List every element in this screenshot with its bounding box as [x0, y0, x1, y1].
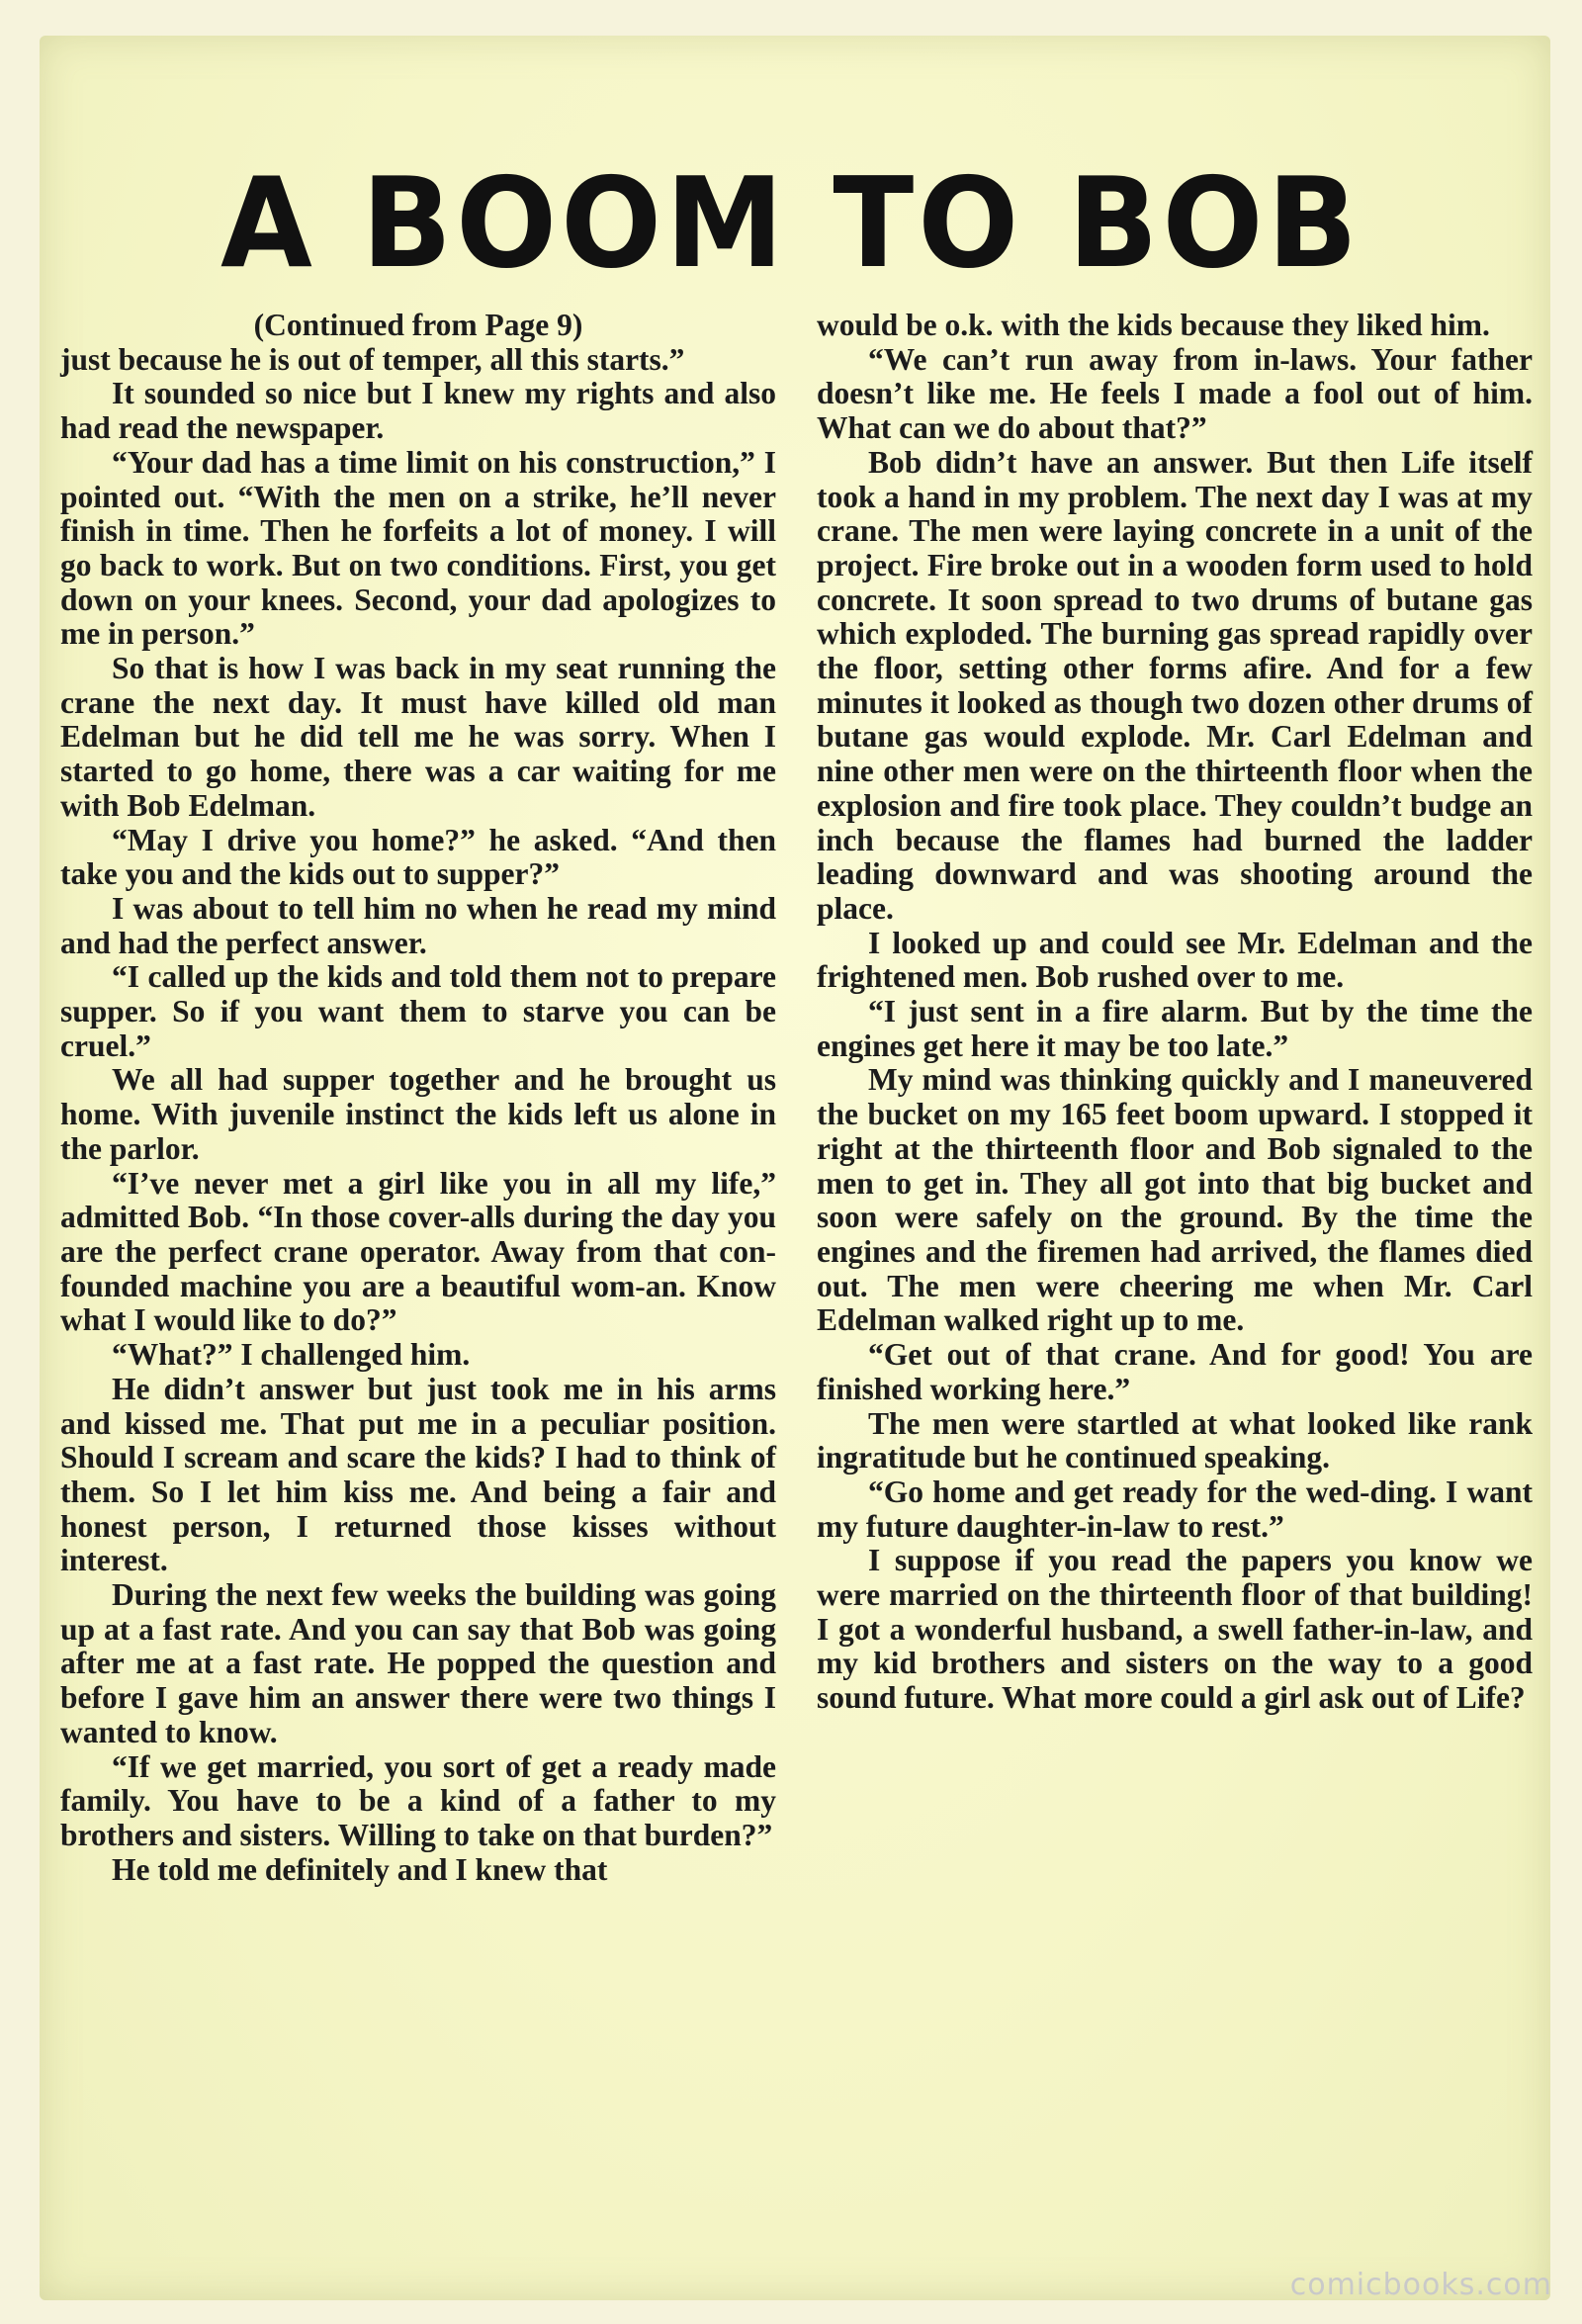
paragraph: I was about to tell him no when he read my mind and had the perfect answer.	[60, 890, 776, 960]
paragraph: would be o.k. with the kids because they liked him.	[817, 308, 1490, 342]
paragraph: “We can’t run away from in-laws. Your father doesn’t like me. He feels I made a fool out of him. What can we do about that?”	[817, 341, 1533, 446]
paragraph: “Get out of that crane. And for good! You are finished working here.”	[817, 1337, 1533, 1406]
paragraph: “I’ve never met a girl like you in all my life,” admitted Bob. “In those cover-alls during the day you are the perfect crane operator. Away from that con-founded machine you are a beautiful wom-an. Know what I would like to do?”	[60, 1165, 776, 1338]
paragraph: I looked up and could see Mr. Edelman and the frightened men. Bob rushed over to me.	[817, 925, 1533, 995]
paragraph: “What?” I challenged him.	[112, 1337, 471, 1373]
paragraph: My mind was thinking quickly and I maneuvered the bucket on my 165 feet boom upward. I stopped it right at the thirteenth floor and Bob signaled to the men to get in. They all got into that big bucket and soon were safely on the ground. By the time the engines and the firemen had arrived, the flames died out. The men were cheering me when Mr. Carl Edelman walked right up to me.	[817, 1062, 1533, 1338]
continued-note: (Continued from Page 9)	[253, 308, 583, 342]
paragraph: He told me definitely and I knew that	[112, 1851, 608, 1887]
paragraph: So that is how I was back in my seat running the crane the next day. It must have killed old man Edelman but he did tell me he was sorry. When I started to go home, there was a car waiting for me with Bob Edelman.	[60, 651, 776, 823]
paragraph: “If we get married, you sort of get a ready made family. You have to be a kind of a father to my brothers and sisters. Willing to take on that burden?”	[60, 1748, 776, 1852]
paragraph: “Go home and get ready for the wed-ding. I want my future daughter-in-law to rest.”	[817, 1474, 1533, 1544]
paragraph: Bob didn’t have an answer. But then Life itself took a hand in my problem. The next day I was at my crane. The men were laying concrete in a unit of the project. Fire broke out in a wooden form used to hold concrete. It soon spread to two drums of butane gas which exploded. The burning gas spread rapidly over the floor, setting other forms afire. And for a few minutes it looked as though two dozen other drums of butane gas would explode. Mr. Carl Edelman and nine other men were on the thirteenth floor when the explosion and fire took place. They couldn’t budge an inch because the flames had burned the ladder leading downward and was shooting around the place.	[817, 444, 1533, 926]
paragraph: just because he is out of temper, all this starts.”	[60, 341, 685, 377]
right-column	[817, 309, 1533, 1716]
left-column	[60, 309, 776, 1887]
paragraph: “I called up the kids and told them not to prepare supper. So if you want them to starve you can be cruel.”	[60, 959, 776, 1063]
paragraph: “Your dad has a time limit on his construction,” I pointed out. “With the men on a strike, he’ll never finish in time. Then he forfeits a lot of money. I will go back to work. But on two conditions. First, you get down on your knees. Second, your dad apologizes to me in person.”	[60, 444, 776, 652]
paragraph: It sounded so nice but I knew my rights and also had read the newspaper.	[60, 376, 776, 446]
paragraph: “I just sent in a fire alarm. But by the time the engines get here it may be too late.”	[817, 994, 1533, 1063]
paragraph: We all had supper together and he brought us home. With juvenile instinct the kids left us alone in the parlor.	[60, 1062, 776, 1166]
paragraph: The men were startled at what looked like rank ingratitude but he continued speaking.	[817, 1405, 1533, 1475]
paragraph: “May I drive you home?” he asked. “And then take you and the kids out to supper?”	[60, 822, 776, 892]
story-title: A BOOM TO BOB	[220, 151, 1362, 297]
watermark: comicbooks.com	[1289, 2268, 1552, 2302]
paragraph: He didn’t answer but just took me in his arms and kissed me. That put me in a peculiar position. Should I scream and scare the kids? I had to think of them. So I let him kiss me. And being a fair and honest person, I returned those kisses without interest.	[60, 1371, 776, 1578]
paragraph: During the next few weeks the building was going up at a fast rate. And you can say that Bob was going after me at a fast rate. He popped the question and before I gave him an answer there were two things I wanted to know.	[60, 1577, 776, 1749]
paragraph: I suppose if you read the papers you know we were married on the thirteenth floor of that building! I got a wonderful husband, a swell father-in-law, and my kid brothers and sisters on the way to a good sound future. What more could a girl ask out of Life?	[817, 1543, 1533, 1716]
